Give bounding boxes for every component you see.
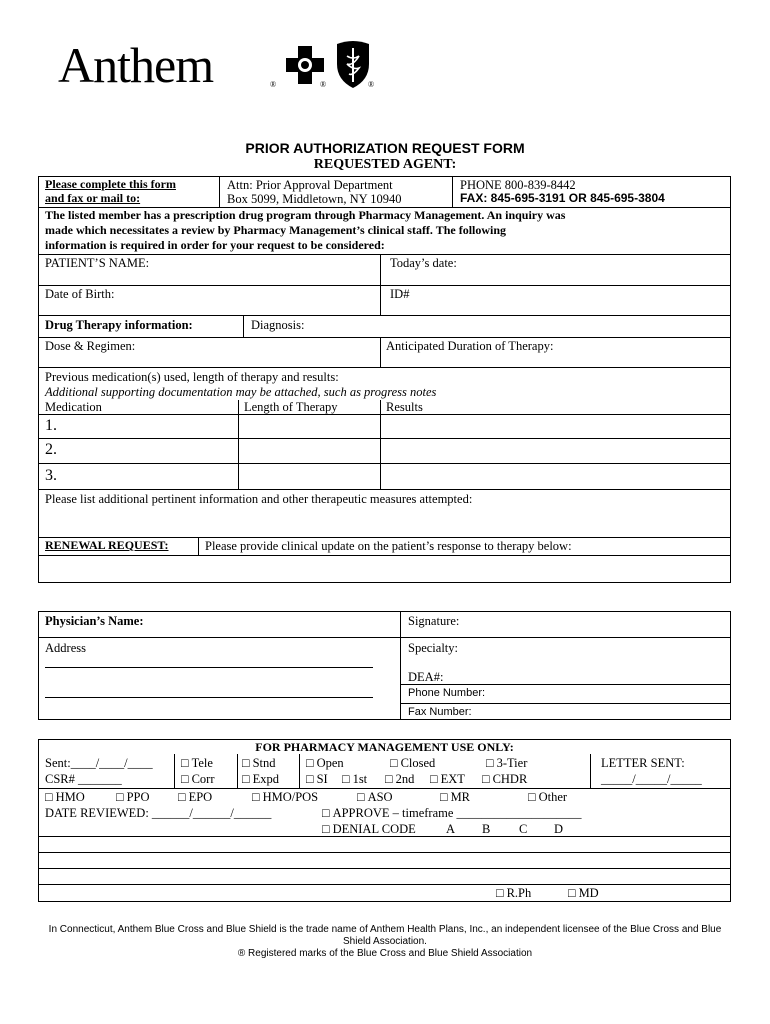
physician-name-field[interactable]: Physician’s Name:: [45, 614, 144, 628]
registered-mark-icon: ®: [320, 80, 327, 89]
letter-sent-date-field[interactable]: _____/_____/_____: [601, 772, 702, 786]
registered-mark-icon: ®: [270, 80, 277, 89]
results-column-header: Results: [386, 400, 423, 414]
dose-regimen-field[interactable]: Dose & Regimen:: [45, 339, 136, 353]
denial-code-c[interactable]: C: [519, 822, 528, 836]
expd-checkbox[interactable]: □ Expd: [242, 772, 279, 786]
sent-date-field[interactable]: Sent:____/____/____: [45, 756, 153, 770]
chdr-checkbox[interactable]: □ CHDR: [482, 772, 528, 786]
phone-number-field[interactable]: Phone Number:: [408, 687, 486, 699]
first-checkbox[interactable]: □ 1st: [342, 772, 368, 786]
fax-number: FAX: 845-695-3191 OR 845-695-3804: [460, 191, 665, 205]
patient-name-field[interactable]: PATIENT’S NAME:: [45, 256, 150, 270]
tele-checkbox[interactable]: □ Tele: [181, 756, 213, 770]
footer-disclaimer: Shield Association.: [343, 936, 427, 947]
instruction-text: and fax or mail to:: [45, 191, 141, 205]
letter-sent-label: LETTER SENT:: [601, 756, 685, 770]
aso-checkbox[interactable]: □ ASO: [357, 790, 393, 804]
denial-code-d[interactable]: D: [554, 822, 564, 836]
medication-row-2[interactable]: 2.: [45, 441, 57, 458]
ppo-checkbox[interactable]: □ PPO: [116, 790, 150, 804]
specialty-field[interactable]: Specialty:: [408, 641, 458, 655]
rph-checkbox[interactable]: □ R.Ph: [496, 886, 532, 900]
address-line: [45, 697, 373, 698]
registered-mark-icon: ®: [368, 80, 375, 89]
md-checkbox[interactable]: □ MD: [568, 886, 599, 900]
logo-wordmark: Anthem: [58, 37, 214, 93]
previous-medications-label: Previous medication(s) used, length of therapy and results:: [45, 370, 339, 384]
footer-trademark: ® Registered marks of the Blue Cross and Blue Shield Association: [237, 948, 533, 959]
length-column-header: Length of Therapy: [244, 400, 338, 414]
additional-info-field[interactable]: Please list additional pertinent information and other therapeutic measures attempted:: [45, 492, 473, 506]
anthem-logo: [58, 38, 388, 100]
medication-row-3[interactable]: 3.: [45, 467, 57, 484]
notice-text: information is required in order for your request to be considered:: [45, 238, 385, 252]
denial-code-b[interactable]: B: [482, 822, 491, 836]
date-reviewed-field[interactable]: DATE REVIEWED: ______/______/______: [45, 806, 272, 820]
mailing-address: Box 5099, Middletown, NY 10940: [227, 192, 402, 206]
todays-date-field[interactable]: Today’s date:: [390, 256, 457, 270]
other-checkbox[interactable]: □ Other: [528, 790, 568, 804]
fax-number-field[interactable]: Fax Number:: [408, 706, 472, 718]
dea-field[interactable]: DEA#:: [408, 670, 444, 684]
medication-column-header: Medication: [45, 400, 102, 414]
drug-therapy-label: Drug Therapy information:: [45, 318, 193, 332]
hmo-pos-checkbox[interactable]: □ HMO/POS: [252, 790, 319, 804]
approve-checkbox[interactable]: □ APPROVE – timeframe ____________________: [322, 806, 582, 820]
medication-row-1[interactable]: 1.: [45, 417, 57, 434]
signature-field[interactable]: Signature:: [408, 614, 460, 628]
corr-checkbox[interactable]: □ Corr: [181, 772, 215, 786]
diagnosis-field[interactable]: Diagnosis:: [251, 318, 305, 332]
footer-disclaimer: In Connecticut, Anthem Blue Cross and Blue Shield is the trade name of Anthem Health Plans, Inc., an independent licensee of the Blue Cross and Blue: [48, 924, 722, 935]
renewal-instructions: Please provide clinical update on the patient’s response to therapy below:: [205, 539, 572, 553]
epo-checkbox[interactable]: □ EPO: [178, 790, 213, 804]
renewal-request-label: RENEWAL REQUEST:: [45, 538, 169, 552]
notice-text: The listed member has a prescription drug program through Pharmacy Management. An inquiry was: [45, 208, 566, 222]
si-checkbox[interactable]: □ SI: [306, 772, 328, 786]
phone-number: PHONE 800-839-8442: [460, 178, 576, 192]
closed-checkbox[interactable]: □ Closed: [390, 756, 436, 770]
ext-checkbox[interactable]: □ EXT: [430, 772, 465, 786]
supporting-docs-note: Additional supporting documentation may be attached, such as progress notes: [45, 385, 437, 399]
notice-text: made which necessitates a review by Pharmacy Management’s clinical staff. The following: [45, 223, 507, 237]
denial-code-checkbox[interactable]: □ DENIAL CODE: [322, 822, 416, 836]
instruction-text: Please complete this form: [45, 177, 176, 191]
stnd-checkbox[interactable]: □ Stnd: [242, 756, 276, 770]
blue-shield-icon: [334, 40, 375, 90]
address-field[interactable]: Address: [45, 641, 86, 655]
attn-text: Attn: Prior Approval Department: [227, 178, 393, 192]
form-title: PRIOR AUTHORIZATION REQUEST FORM: [245, 140, 525, 156]
open-checkbox[interactable]: □ Open: [306, 756, 344, 770]
csr-field[interactable]: CSR# _______: [45, 772, 122, 786]
address-line: [45, 667, 373, 668]
member-id-field[interactable]: ID#: [390, 287, 410, 301]
second-checkbox[interactable]: □ 2nd: [385, 772, 415, 786]
mr-checkbox[interactable]: □ MR: [440, 790, 471, 804]
pharmacy-use-title: FOR PHARMACY MANAGEMENT USE ONLY:: [255, 740, 514, 754]
denial-code-a[interactable]: A: [446, 822, 456, 836]
hmo-checkbox[interactable]: □ HMO: [45, 790, 85, 804]
requested-agent-label: REQUESTED AGENT:: [313, 157, 457, 172]
duration-field[interactable]: Anticipated Duration of Therapy:: [386, 339, 554, 353]
three-tier-checkbox[interactable]: □ 3-Tier: [486, 756, 528, 770]
date-of-birth-field[interactable]: Date of Birth:: [45, 287, 115, 301]
